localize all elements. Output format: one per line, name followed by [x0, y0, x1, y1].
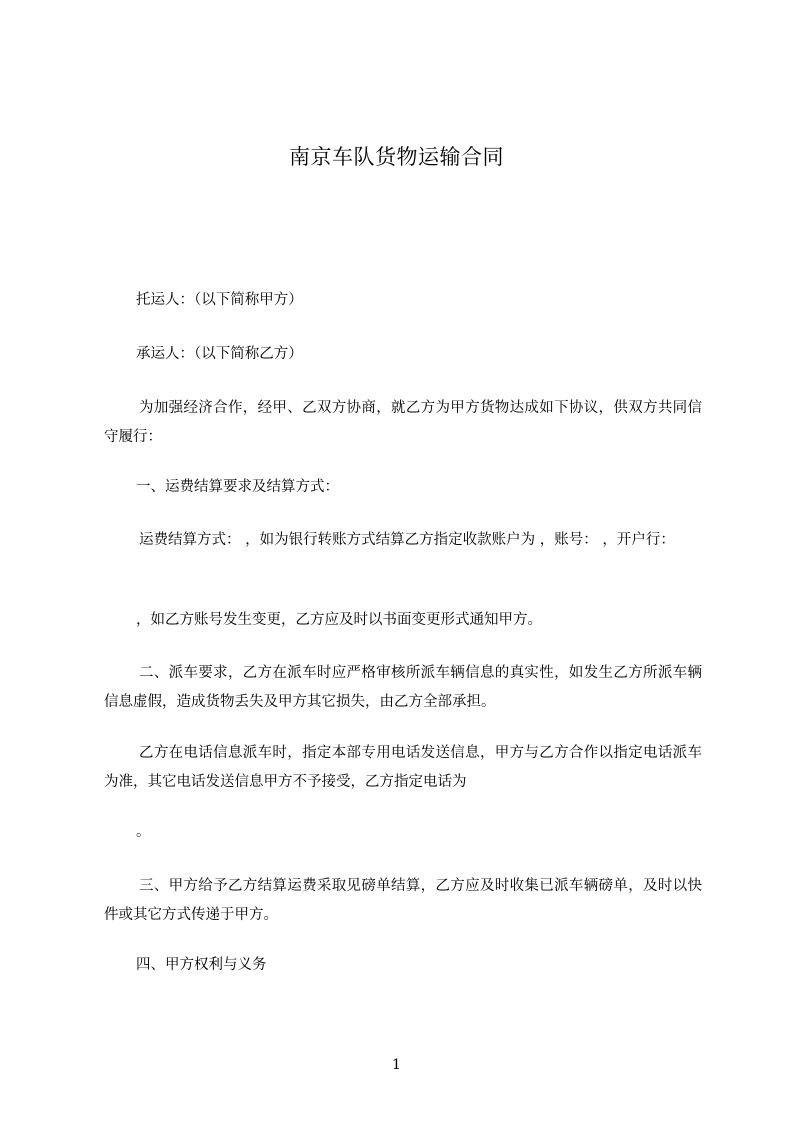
payment-method-paragraph: 运费结算方式： ，如为银行转账方式结算乙方指定收款账户为 ，账号： ，开户行：: [139, 532, 675, 548]
account-change-paragraph: ，如乙方账号发生变更，乙方应及时以书面变更形式通知甲方。: [136, 612, 542, 628]
document-title: 南京车队货物运输合同: [289, 145, 504, 169]
phone-end-line: 。: [136, 824, 151, 840]
section-2-paragraph: 二、派车要求，乙方在派车时应严格审核所派车辆信息的真实性，如发生乙方所派车辆信息虚假，造成货物丢失及甲方其它损失，由乙方全部承担。: [104, 665, 702, 710]
section-4-heading: 四、甲方权利与义务: [136, 957, 267, 973]
shipper-line: 托运人：（以下简称甲方）: [136, 292, 303, 308]
section-3-paragraph: 三、甲方给予乙方结算运费采取见磅单结算，乙方应及时收集已派车辆磅单，及时以快件或其它方式传递于甲方。: [104, 878, 702, 923]
preamble-paragraph: 为加强经济合作，经甲、乙双方协商，就乙方为甲方货物达成如下协议，供双方共同信守履行：: [104, 400, 702, 445]
phone-dispatch-paragraph: 乙方在电话信息派车时，指定本部专用电话发送信息，甲方与乙方合作以指定电话派车为准，其它电话发送信息甲方不予接受，乙方指定电话为: [104, 745, 702, 790]
carrier-line: 承运人：（以下简称乙方）: [136, 346, 303, 362]
page-number: 1: [392, 1057, 401, 1073]
section-1-heading: 一、运费结算要求及结算方式：: [136, 479, 339, 495]
